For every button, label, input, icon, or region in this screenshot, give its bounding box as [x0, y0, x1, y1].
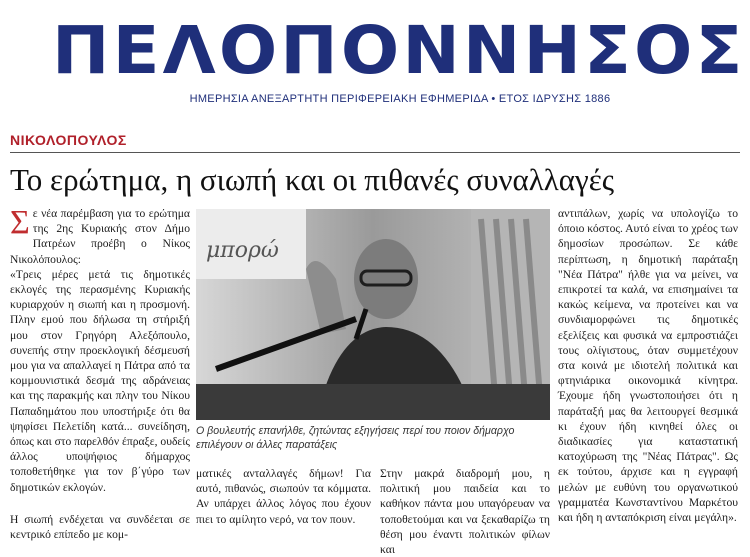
article-lead-paragraph — [10, 206, 190, 267]
article-paragraph: Η σιωπή ενδέχεται να συνδέεται σε κεντρικό επίπεδο με κομ- — [10, 513, 190, 542]
newspaper-subtitle: ΗΜΕΡΗΣΙΑ ΑΝΕΞΑΡΤΗΤΗ ΠΕΡΙΦΕΡΕΙΑΚΗ ΕΦΗΜΕΡΙΔΑ • ΕΤΟΣ ΙΔΡΥΣΗΣ 1886 — [189, 93, 611, 105]
newspaper-title: ΠΕΛΟΠΟΝΝΗΣΟΣ — [52, 12, 746, 89]
newspaper-masthead — [0, 0, 750, 120]
article-headline: Το ερώτημα, η σιωπή και οι πιθανές συναλλαγές — [10, 162, 615, 197]
photo-banner-text: μπορώ — [206, 238, 279, 263]
section-label: ΝΙΚΟΛΟΠΟΥΛΟΣ — [10, 132, 127, 148]
article-column-4 — [558, 206, 738, 525]
drop-cap: Σ — [10, 204, 30, 241]
article-column-3 — [380, 466, 550, 557]
photo-caption: Ο βουλευτής επανήλθε, ζητώντας εξηγήσεις περί του ποιον δήμαρχο επιλέγουν οι άλλες παρατάξεις — [196, 425, 515, 451]
article-paragraph: Στην μακρά διαδρομή μου, η πολιτική μου παιδεία και το καθήκον πάντα μου υπαγόρευαν να τοποθετούμαι και να ξεκαθαρίζω τη θέση μου έναντι πολιτικών φίλων και — [380, 467, 550, 557]
article-column-2 — [196, 466, 371, 527]
article-quote-paragraph: «Τρεις μέρες μετά τις δημοτικές εκλογές της περασμένης Κυριακής κυριαρχούν η σιωπή και η προσμονή. Πλην εμού που δήλωσα τη στήριξή μου στον Γρηγόρη Αλεξόπουλο, συνεπής στην προεκλογική δέσμευσή μου για να απαλλαγεί η Πάτρα από τα κομμουνιστικά δεσμά της αδράνειας και της παρακμής και πλην του Νίκου Παπαδημάτου που υποστήριξε ότι θα ψηφίσει Πελετίδη κατά... συνείδηση, όπως και στο παρελθόν έπραξε, ουδείς άλλος υποψήφιος δήμαρχος τοποθετήθηκε για τον β΄γύρο των δημοτικών εκλογών. — [10, 267, 190, 494]
article-column-1 — [10, 206, 190, 495]
article-photo — [196, 209, 550, 420]
lead-text: ε νέα παρέμβαση για το ερώτημα της 2ης Κυριακής στον Δήμο Πατρέων προέβη ο Νίκος Νικολόπουλος: — [10, 207, 190, 266]
section-divider — [10, 152, 740, 153]
article-column-1-bottom — [10, 512, 190, 542]
article-paragraph: αντιπάλων, χωρίς να υπολογίζω το όποιο κόστος. Αυτό είναι το χρέος των δημοσίων προσώπων. Σε κάθε περίπτωση, η δημοτική παράταξη "Νέα Πάτρα" ήλθε για να μείνει, να επικροτεί τα καλά, να επισημαίνει τα κακώς κείμενα, να προτείνει και να συνδιαμορφώνει τις δημοτικές εξελίξεις και φυσικά να εμπροστιάζει τους ολίγιστους, όταν συμμετέχουν στα κοινά με ιδιοτελή πολιτικά και φτηνιάρικα οικονομικά κίνητρα. Έχουμε ήδη γνωστοποιήσει ότι η παράταξή μας θα λειτουργεί θεσμικά κι έχουν ήδη κινηθεί όλες οι διαδικασίες για καταστατική κατοχύρωση της "Νέας Πάτρας". Ως εκ τούτου, άρχισε και η εγγραφή μελών με ευθύνη του οργανωτικού γραμματέα Κωνσταντίνου Μαρκέτου και ήδη η ανταπόκριση είναι μεγάλη». — [558, 207, 738, 525]
speaker-photo-illustration — [196, 209, 550, 420]
article-paragraph: ματικές ανταλλαγές δήμων! Για αυτό, πιθανώς, σιωπούν τα κόμματα. Αν υπάρχει άλλος λόγος που έχουν πιει το αμίλητο νερό, να τον πουν. — [196, 467, 371, 526]
